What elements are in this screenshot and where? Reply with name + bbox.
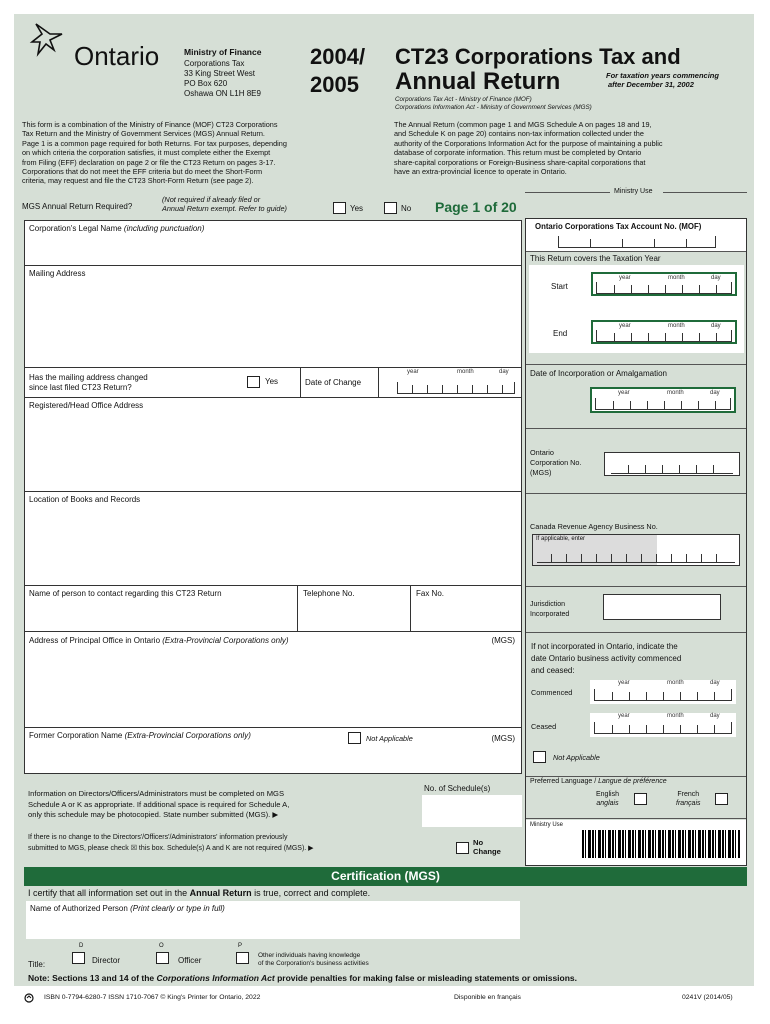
authorized-name-label: Name of Authorized Person (Print clearly or type in full) [30,904,225,913]
ceased-date-input[interactable]: year month day [590,713,736,737]
form-title-line1: CT23 Corporations Tax and [395,44,681,69]
corp-no-label: Ontario Corporation No. (MGS) [530,448,582,477]
jurisdiction-divider [526,632,746,633]
legal-name-label: Corporation's Legal Name (including punctuation) [29,224,205,233]
num-schedules-input[interactable] [422,795,522,827]
contact-row [24,586,522,632]
mgs-required-label: MGS Annual Return Required? [22,202,133,211]
mgs-required-yes-checkbox[interactable] [333,202,346,214]
jurisdiction-input[interactable] [603,594,721,620]
date-of-change-input[interactable] [397,382,515,394]
mgs-required-yes-label: Yes [350,204,364,213]
trillium-logo-icon [28,20,72,60]
fax-label: Fax No. [416,589,445,598]
english-label: English anglais [596,791,619,807]
end-date-input[interactable]: year month day [591,320,737,344]
date-of-change-label: Date of Change [305,378,362,387]
cra-bn-divider [526,586,746,587]
intro-right-text: The Annual Return (common page 1 and MGS Schedule A on pages 18 and 19, and Schedule K on page 20) contains non-tax information collected under the authority of the Corporations Information Act for the purpose of maintaining a public database of corporate information. This return must be completed by Ontario share-capital corporations or Foreign-Business share-capital corporations that have an extra-provincial licence to operate in Ontario. [394,120,663,177]
incorporation-date-input[interactable]: year month day [590,387,736,413]
mailing-address-field[interactable] [24,266,522,368]
french-label: French français [676,791,701,807]
former-name-label: Former Corporation Name (Extra-Provincial Corporations only) [29,731,251,740]
end-label: End [553,329,568,338]
taxation-year-box [529,265,744,353]
form-title-line2: Annual Return [395,68,561,95]
director-checkbox[interactable] [72,952,85,964]
authorized-name-field[interactable] [26,901,520,939]
footer-isbn: ISBN 0-7794-6280-7 ISSN 1710-7067 © King's Printer for Ontario, 2022 [44,994,261,1001]
director-label: Director [92,956,121,965]
english-checkbox[interactable] [634,793,647,805]
activity-divider [526,776,746,777]
corp-no-input[interactable] [604,452,740,476]
cra-bn-label: Canada Revenue Agency Business No. [530,522,658,531]
mgs-required-no-label: No [401,204,412,213]
ministry-name: Ministry of Finance [184,47,262,57]
not-incorporated-text: If not incorporated in Ontario, indicate the date Ontario business activity commenced and ceased: [531,642,682,675]
registered-office-field[interactable] [24,398,522,492]
cra-bn-note: If applicable, enter [536,536,586,542]
certification-statement: I certify that all information set out in the Annual Return is true, correct and complete. [28,888,371,898]
incorporation-divider [526,428,746,429]
principal-office-label: Address of Principal Office in Ontario (Extra-Provincial Corporations only) [29,636,289,645]
registered-office-label: Registered/Head Office Address [29,401,144,410]
former-name-mgs: (MGS) [491,734,515,743]
french-checkbox[interactable] [715,793,728,805]
mgs-required-note: (Not required if already filed or Annual Return exempt. Refer to guide) [162,195,287,213]
ministry-use-label: Ministry Use [530,822,564,828]
recycle-icon [24,993,34,1003]
corp-no-divider [526,493,746,494]
principal-office-mgs: (MGS) [491,636,515,645]
page-number: Page 1 of 20 [435,199,517,215]
cra-bn-input[interactable] [532,534,740,566]
ministry-use-top-label: Ministry Use [614,188,653,195]
footer-form-no: 0241V (2014/05) [682,994,733,1001]
barcode [582,830,740,858]
former-name-field[interactable] [24,728,522,774]
mail-changed-yes-label: Yes [265,377,279,386]
num-schedules-label: No. of Schedule(s) [424,784,491,793]
ontario-logo-text: Ontario [74,41,160,71]
mail-changed-row: Has the mailing address changed since last filed CT23 Return? Yes Date of Change year month day [24,368,522,398]
title-label: Title: [28,960,46,969]
officer-label: Officer [178,956,202,965]
commenced-date-input[interactable]: year month day [590,680,736,704]
mgs-required-no-checkbox[interactable] [384,202,397,214]
account-no-divider [526,251,746,252]
contact-person-label: Name of person to contact regarding this CT23 Return [29,589,222,598]
start-label: Start [551,282,568,291]
lang-divider [526,818,746,819]
books-location-label: Location of Books and Records [29,495,141,504]
ministry-use-box [526,820,746,865]
start-date-input[interactable]: year month day [591,272,737,296]
not-incorporated-na-checkbox[interactable] [533,751,546,763]
taxation-year-divider [526,364,746,365]
jurisdiction-label: Jurisdiction Incorporated [530,601,570,618]
intro-left-text: This form is a combination of the Ministry of Finance (MOF) CT23 Corporations Tax Return and the Ministry of Government Services (MGS) Annual Return. Page 1 is a common page required for both Returns. For tax purposes, depending on which criteria the corporation satisfies, it must complete either the Exempt from Filing (EFF) declaration on page 2 or file the CT23 Return on pages 3-17. Corporations that do not meet the EFF criteria but do meet the Short-Form criteria, may request and file the CT23 Short-Form Return (see page 2). [22,120,287,186]
taxation-year-label: This Return covers the Taxation Year [530,254,661,263]
telephone-label: Telephone No. [303,589,355,598]
mail-changed-label: Has the mailing address changed since last filed CT23 Return? [29,373,148,392]
tax-years-note: For taxation years commencing after December 31, 2002 [606,71,719,89]
mail-changed-yes-checkbox[interactable] [247,376,260,388]
no-change-text: If there is no change to the Directors'/Officers'/Administrators' information previously submitted to MGS, please check ☒ this box. Schedule(s) A and K are not required (MGS). ▶ [28,834,314,852]
account-no-field[interactable] [526,219,746,251]
pref-lang-label: Preferred Language / Langue de préférence [530,778,667,785]
officer-checkbox[interactable] [156,952,169,964]
footer-french: Disponible en français [454,994,521,1001]
acts-reference: Corporations Tax Act - Ministry of Finance (MOF) Corporations Information Act - Ministry of Government Services (MGS) [395,96,592,111]
former-name-na-label: Not Applicable [366,734,413,743]
mailing-address-label: Mailing Address [29,269,86,278]
principal-office-field[interactable] [24,632,522,728]
ministry-address: Corporations Tax 33 King Street West PO Box 620 Oshawa ON L1H 8E9 [184,59,261,98]
other-label: Other individuals having knowledge of the Corporation's business activities [258,952,369,967]
account-no-label: Ontario Corporations Tax Account No. (MOF) [535,222,702,231]
other-checkbox[interactable] [236,952,249,964]
former-name-na-checkbox[interactable] [348,732,361,744]
no-change-label: No Change [473,838,501,856]
officer-code: O [159,943,164,949]
incorporation-date-label: Date of Incorporation or Amalgamation [530,369,667,378]
commenced-label: Commenced [531,688,573,697]
tax-year-top: 2004/ [310,44,366,69]
ceased-label: Ceased [531,722,557,731]
books-location-field[interactable] [24,492,522,586]
other-code: P [238,943,243,949]
ministry-use-line-right [663,192,747,193]
tax-year-bottom: 2005 [310,72,359,97]
directors-info-text: Information on Directors/Officers/Administrators must be completed on MGS Schedule A or K as appropriate. If additional space is required for Schedule A, only this schedule may be photocopied. State number submitted (MGS). ▶ [28,789,290,819]
not-incorporated-na-label: Not Applicable [553,753,600,762]
penalty-note: Note: Sections 13 and 14 of the Corporations Information Act provide penalties for making false or misleading statements or omissions. [28,973,578,983]
no-change-checkbox[interactable] [456,842,469,854]
legal-name-field[interactable] [24,220,522,266]
certification-header: Certification (MGS) [24,867,747,886]
director-code: D [79,943,84,949]
ministry-use-line-left [525,192,610,193]
